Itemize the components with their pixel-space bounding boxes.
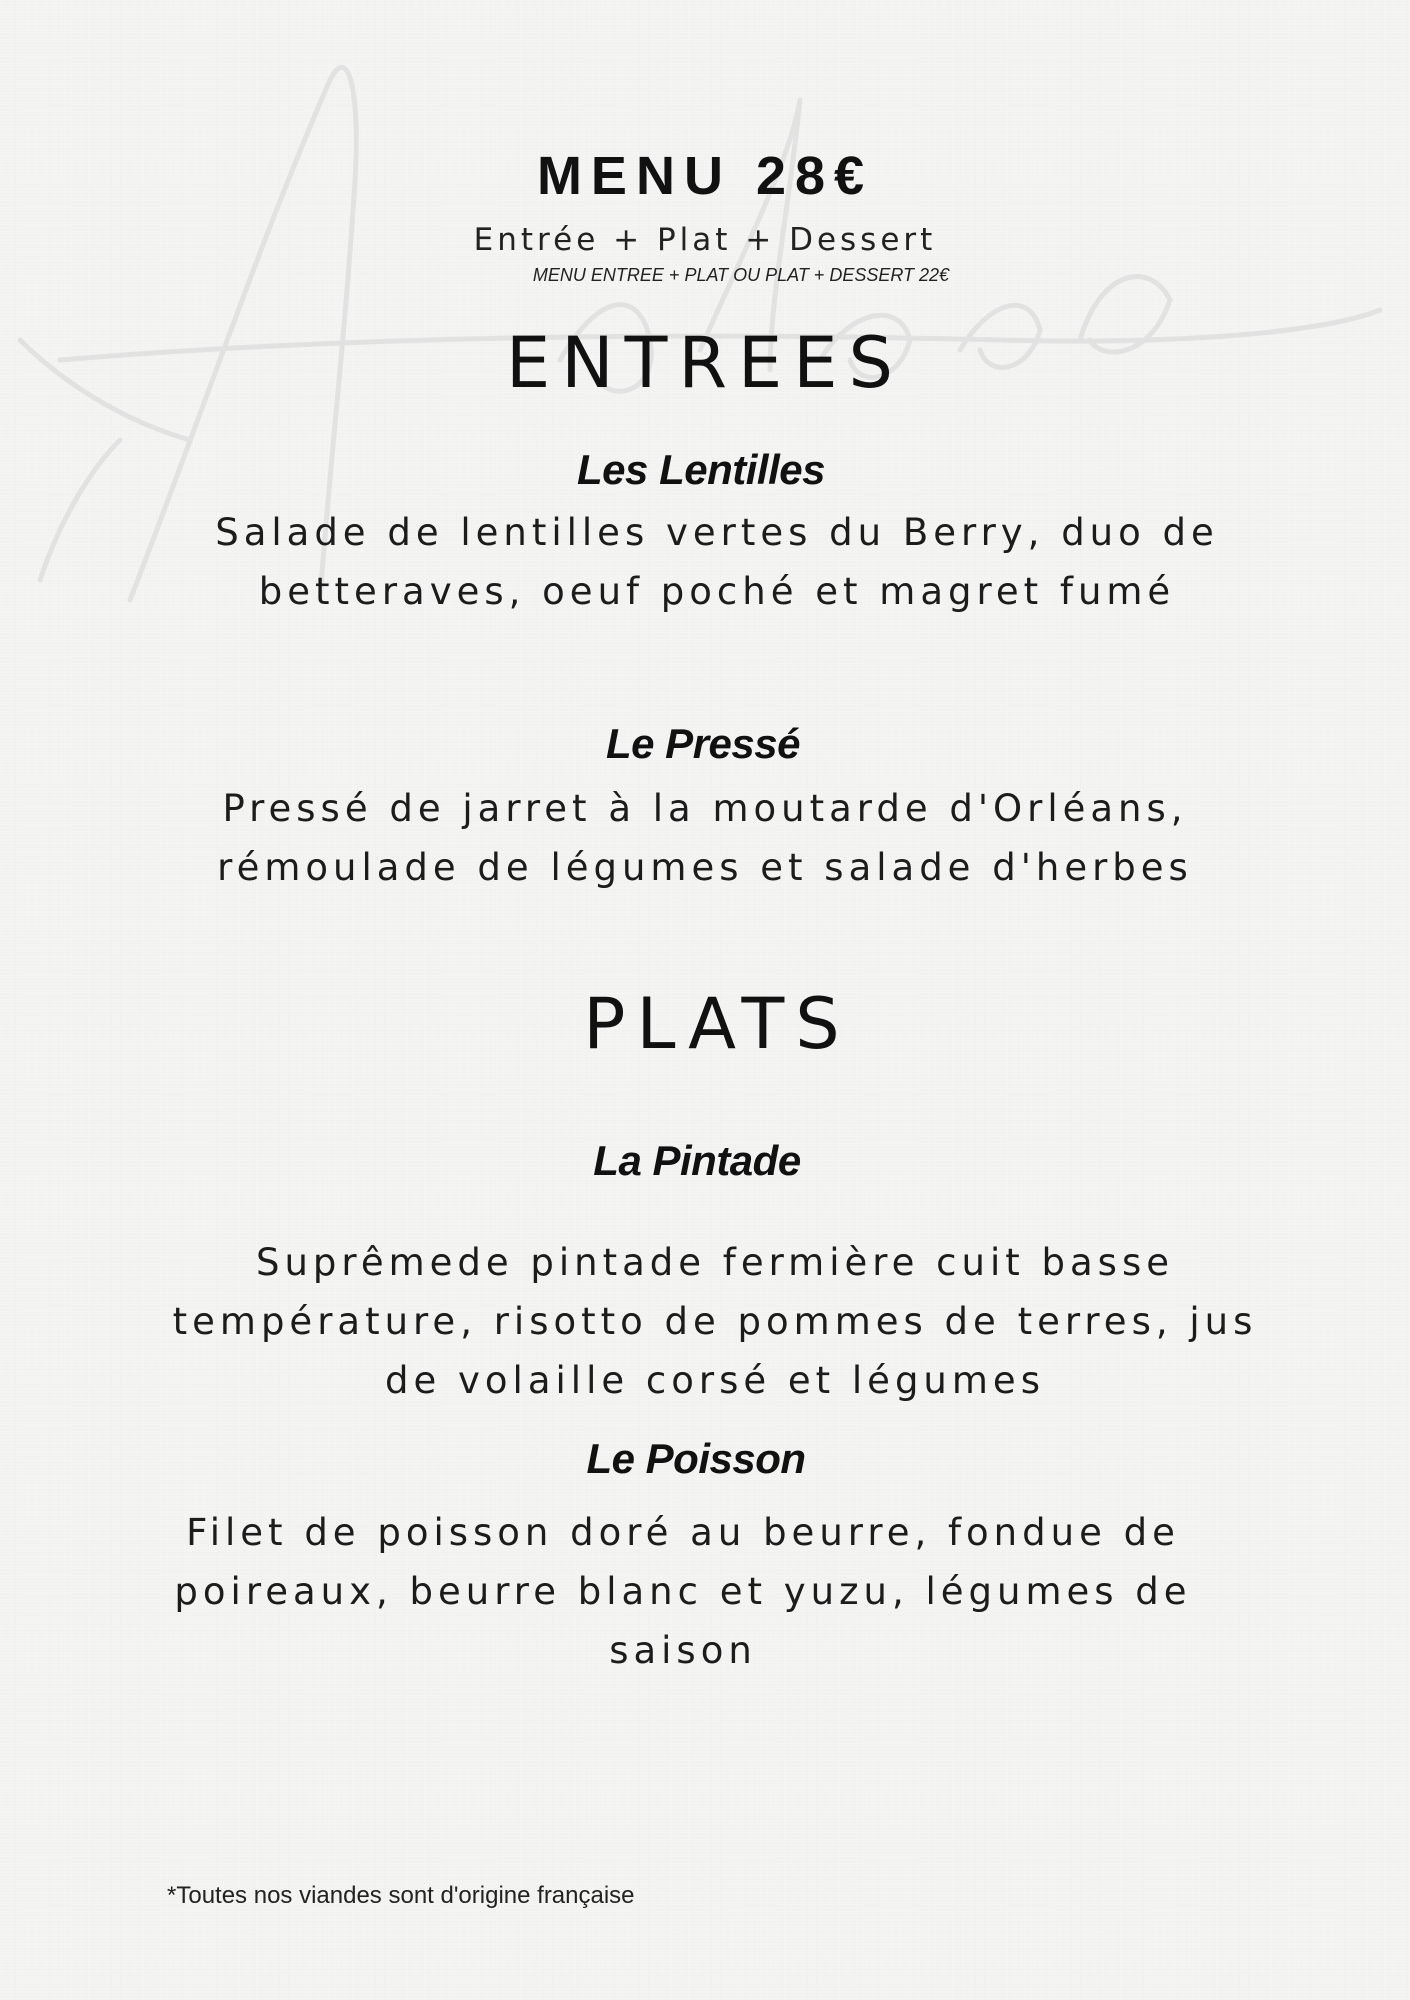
- section-heading-entrees: ENTREES: [506, 322, 904, 404]
- dish-description: Filet de poisson doré au beurre, fondue de poireaux, beurre blanc et yuzu, légumes de saison: [174, 1511, 1192, 1672]
- menu-subtitle: Entrée + Plat + Dessert: [473, 222, 937, 258]
- footnote: *Toutes nos viandes sont d'origine française: [167, 1882, 635, 1909]
- dish-name: Le Pressé: [606, 720, 800, 767]
- section-heading-plats: PLATS: [583, 983, 851, 1065]
- menu-title: MENU 28€: [536, 146, 874, 206]
- dish-name: Les Lentilles: [577, 446, 825, 493]
- dish-description: Suprêmede pintade fermière cuit basse température, risotto de pommes de terres, jus de volaille corsé et légumes: [172, 1241, 1258, 1402]
- dish-name: La Pintade: [593, 1137, 801, 1184]
- dish-description: Salade de lentilles vertes du Berry, duo de betteraves, oeuf poché et magret fumé: [215, 511, 1219, 613]
- dish-name: Le Poisson: [586, 1435, 806, 1482]
- menu-alternative-note: MENU ENTREE + PLAT OU PLAT + DESSERT 22€: [532, 265, 950, 285]
- dish-description: Pressé de jarret à la moutarde d'Orléans, rémoulade de légumes et salade d'herbes: [217, 787, 1193, 889]
